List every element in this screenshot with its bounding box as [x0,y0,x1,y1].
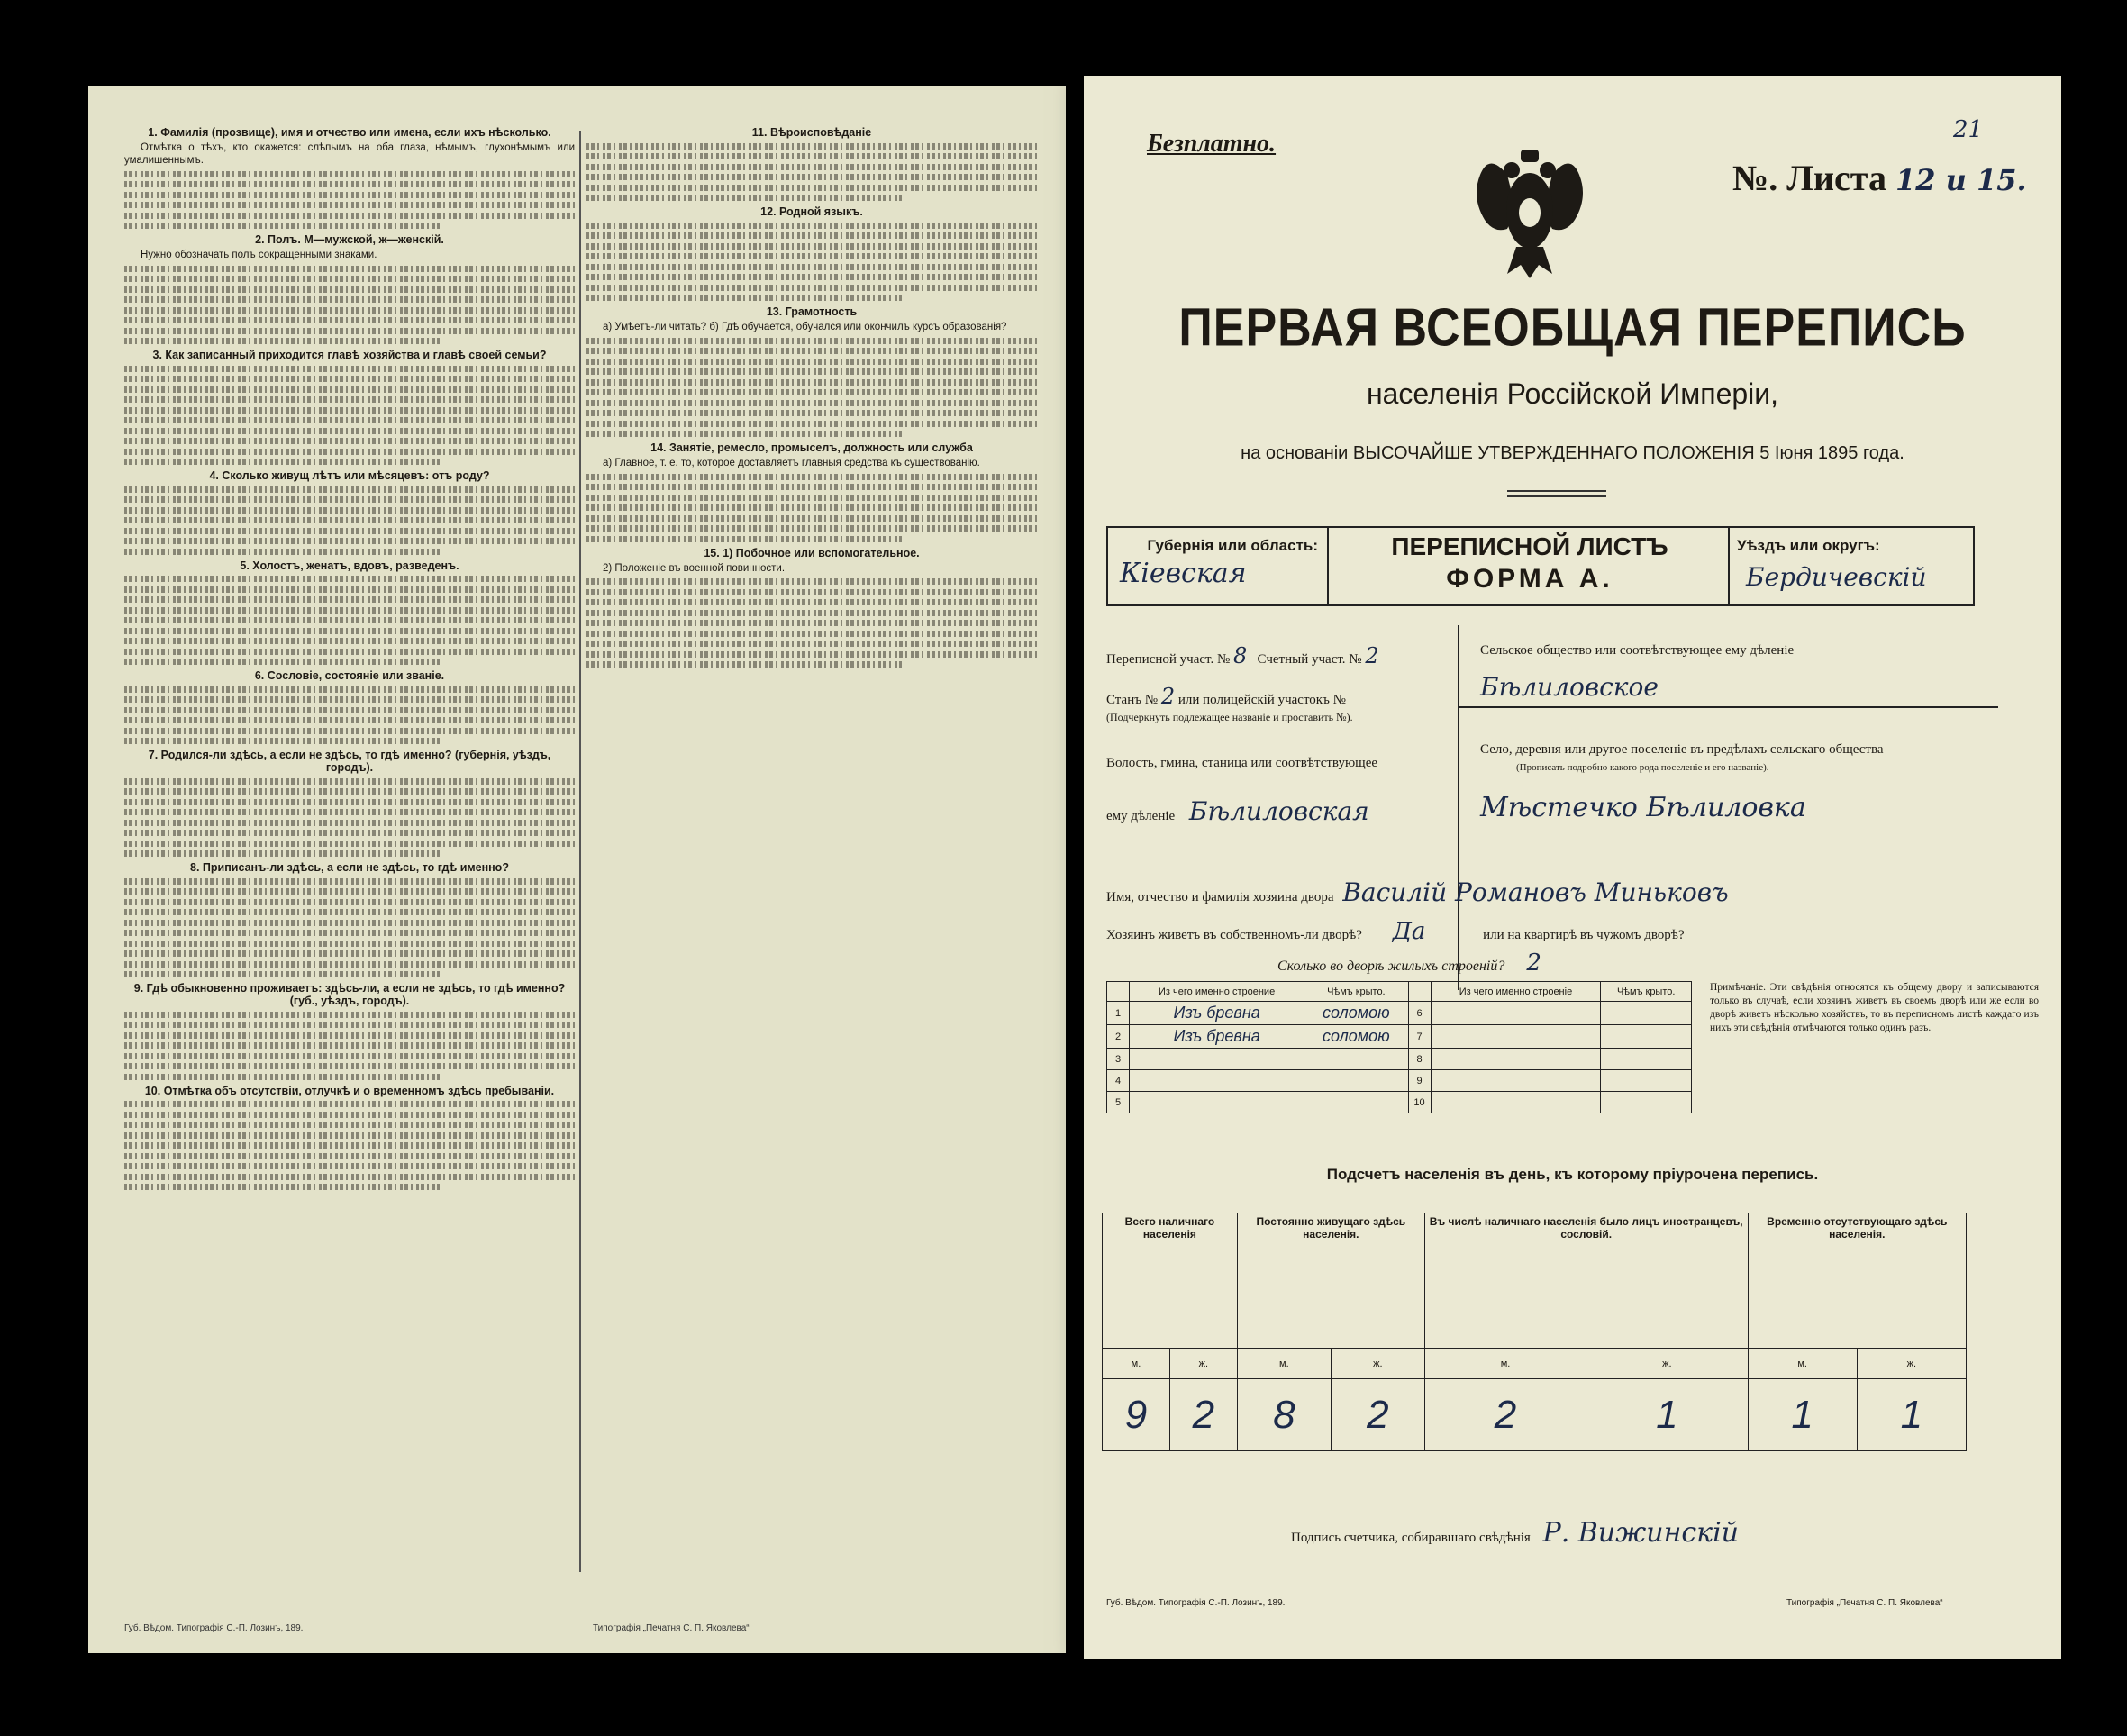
small-print-line [124,659,440,665]
small-print-line [124,586,575,593]
buildings-row [1107,1002,1692,1025]
small-print-line [586,285,1037,291]
small-print-line [124,417,575,423]
small-print-line [586,651,1037,658]
instruction-section [124,233,575,344]
small-print-line [124,538,575,544]
small-print-line [586,474,1037,480]
small-print-line [124,376,575,382]
building-roof [1304,1070,1408,1092]
small-print-line [586,515,1037,522]
small-print-line [586,578,1037,585]
building-roof [1304,1049,1408,1070]
row-number: 7 [1408,1025,1431,1049]
building-material [1130,1092,1304,1113]
small-print-line [124,738,440,744]
count-subheader: ж. [1331,1349,1424,1379]
small-print-line [586,195,902,201]
small-print-line [586,143,1037,150]
village-value: Мѣстечко Бѣлиловка [1480,792,1806,823]
small-print-line [124,809,575,815]
small-print-line [124,366,575,372]
counting-section-value: 2 [1365,643,1379,668]
small-print-line [586,379,1037,386]
small-print-line [124,181,575,187]
building-roof: соломою [1304,1025,1408,1049]
small-print-line [124,628,575,634]
small-print-line [586,610,1037,616]
small-print-line [124,496,575,503]
instruction-section [124,749,575,857]
small-print-line [586,641,1037,647]
small-print-line [124,596,575,603]
small-print-line [586,620,1037,626]
instruction-heading: 5. Холостъ, женатъ, вдовъ, разведенъ. [240,559,459,572]
small-print-line [124,428,575,434]
volost-label-2: ему дѣленіе [1106,809,1176,823]
instruction-heading: 12. Родной языкъ. [760,205,863,218]
building-roof [1601,1092,1692,1113]
instruction-text: а) Умѣетъ-ли читать? б) Гдѣ обучается, обучался или окончилъ курсъ образованія? [603,322,1007,332]
small-print-line [124,276,575,282]
signature-label: Подпись счетчика, собиравшаго свѣдѣнія [1291,1531,1531,1545]
buildings-table [1106,981,1692,1113]
instruction-section [124,1085,575,1191]
instruction-heading: 4. Сколько живущ лѣтъ или мѣсяцевъ: отъ роду? [209,469,490,482]
small-print-line [586,164,1037,170]
instruction-section [124,469,575,555]
small-print-line [586,536,902,542]
printer-imprint-right: Типографія „Печатня С. П. Яковлева“ [593,1623,750,1633]
small-print-line [124,1142,575,1149]
small-print-line [124,286,575,293]
small-print-line [586,253,1037,259]
count-subheader: м. [1748,1349,1857,1379]
row-number: 2 [1107,1025,1130,1049]
building-roof [1601,1002,1692,1025]
small-print-line [124,1053,575,1059]
small-print-line [124,307,575,314]
building-material [1431,1070,1601,1092]
building-material [1431,1025,1601,1049]
small-print-line [124,1153,575,1159]
small-print-line [124,841,575,847]
small-print-line [586,599,1037,605]
small-print-line [124,549,440,555]
instruction-heading: 2. Полъ. М—мужской, ж—женскій. [255,233,444,246]
form-subtitle: населенія Россійской Имперіи, [1366,377,1779,410]
small-print-line [124,1101,575,1107]
count-header: Всего наличнаго населенія [1103,1213,1238,1349]
small-print-line [586,421,1037,427]
instruction-section [124,349,575,465]
sheet-type-line2: ФОРМА А. [1446,564,1613,594]
small-print-line [124,171,575,177]
small-print-line [124,1163,575,1169]
owner-label: Имя, отчество и фамилія хозяина двора [1106,890,1334,904]
instruction-section [124,559,575,666]
population-count-table [1102,1213,1967,1451]
small-print-line [586,431,902,437]
count-value: 9 [1103,1379,1170,1451]
small-print-line [586,174,1037,180]
residence-label: Хозяинъ живетъ въ собственномъ-ли дворѣ? [1106,928,1362,942]
small-print-line [124,617,575,623]
small-print-line [586,484,1037,490]
building-material: Изъ бревна [1130,1025,1304,1049]
instruction-heading: 11. Вѣроисповѣданіе [751,126,872,139]
small-print-line [124,788,575,795]
count-subheader: м. [1424,1349,1586,1379]
small-print-line [586,359,1037,365]
count-value: 8 [1237,1379,1331,1451]
small-print-line [124,1074,440,1080]
small-print-line [124,338,440,344]
building-material [1431,1092,1601,1113]
police-section-label: или полицейскій участокъ № [1177,693,1346,707]
small-print-line [586,661,902,668]
row-number: 8 [1408,1049,1431,1070]
owner-value: Василій Романовъ Миньковъ [1342,877,1729,907]
count-subheader: м. [1237,1349,1331,1379]
small-print-line [586,504,1037,511]
society-value: Бѣлиловское [1480,672,1659,702]
instructions-page [88,86,1066,1653]
instructions-column-1 [124,126,575,1577]
residence-label-2: или на квартирѣ въ чужомъ дворѣ? [1483,928,1685,942]
instruction-heading: 14. Занятіе, ремесло, промыселъ, должность или служба [650,441,973,454]
small-print-line [586,223,1037,229]
small-print-line [124,1063,575,1069]
small-print-line [586,185,1037,191]
count-value: 2 [1331,1379,1424,1451]
instruction-heading: 13. Грамотность [766,305,858,318]
building-roof [1601,1049,1692,1070]
sheet-type-line1: ПЕРЕПИСНОЙ ЛИСТЪ [1391,532,1668,560]
small-print-line [124,328,575,334]
small-print-line [124,213,575,219]
village-label: Село, деревня или другое поселеніе въ предѣлахъ сельскаго общества [1480,742,1884,757]
instruction-text: Отмѣтка о тѣхъ, кто окажется: слѣпымъ на оба глаза, нѣмымъ, глухонѣмымъ или умалишеннымъ. [124,142,575,166]
small-print-line [124,1132,575,1139]
building-roof [1601,1025,1692,1049]
society-label: Сельское общество или соотвѣтствующее ему дѣленіе [1480,643,1795,658]
sheet-number-value: 12 и 15. [1895,163,2027,197]
instruction-section [586,126,1037,201]
province-label: Губернія или область: [1147,537,1318,554]
small-print-line [124,1112,575,1118]
district-value: Бердичевскій [1746,562,1927,592]
census-section-value: 8 [1233,643,1248,668]
row-number: 5 [1107,1092,1130,1113]
small-print-line [586,338,1037,344]
printer-imprint-form-right: Типографія „Печатня С. П. Яковлева“ [1786,1598,1943,1608]
small-print-line [124,449,575,455]
instruction-heading: 8. Приписанъ-ли здѣсь, а если не здѣсь, то гдѣ именно? [190,861,509,874]
small-print-line [124,459,440,465]
small-print-line [586,400,1037,406]
small-print-line [124,517,575,523]
stan-label: Станъ № [1106,693,1159,707]
instruction-heading: 1. Фамилія (прозвище), имя и отчество или имена, если ихъ нѣсколько. [148,126,551,139]
count-value: 1 [1586,1379,1748,1451]
volost-label: Волость, гмина, станица или соотвѣтствующее [1106,756,1378,770]
instruction-text: а) Главное, т. е. то, которое доставляетъ главныя средства къ существованію. [603,458,980,468]
village-note: (Прописать подробно какого рода поселеніе и его названіе). [1516,762,1769,773]
small-print-line [124,899,575,905]
count-subheader: ж. [1857,1349,1966,1379]
small-print-line [124,878,575,885]
instruction-section [586,441,1037,542]
building-roof [1601,1070,1692,1092]
small-print-line [124,202,575,208]
form-title: ПЕРВАЯ ВСЕОБЩАЯ ПЕРЕПИСЬ [1178,297,1967,359]
census-section-label: Переписной участ. № [1106,652,1231,667]
small-print-line [124,1022,575,1028]
small-print-line [124,638,575,644]
small-print-line [124,778,575,785]
small-print-line [124,1184,440,1190]
small-print-line [124,850,440,857]
buildings-header: Чѣмъ крыто. [1304,982,1408,1002]
small-print-line [124,1122,575,1128]
building-material [1431,1002,1601,1025]
small-print-line [586,274,1037,280]
small-print-line [124,1012,575,1018]
small-print-line [124,696,575,703]
small-print-line [124,576,575,582]
buildings-label: Сколько во дворѣ жилыхъ строеній? [1277,959,1505,974]
instruction-heading: 3. Как записанный приходится главѣ хозяйства и главѣ своей семьи? [152,349,547,361]
small-print-line [124,607,575,614]
instruction-section [124,982,575,1080]
buildings-header-num [1107,982,1130,1002]
small-print-line [586,348,1037,354]
small-print-line [586,525,1037,532]
divider-ornament [1507,490,1606,497]
instruction-heading: 15. 1) Побочное или вспомогательное. [704,546,920,559]
instruction-text: Нужно обозначать полъ сокращенными знаками. [141,250,377,260]
imperial-eagle-emblem [1471,148,1588,283]
count-header: Въ числѣ наличнаго населенія было лицъ иностранцевъ, сословій. [1424,1213,1748,1349]
small-print-line [124,1032,575,1039]
instruction-section [586,205,1037,301]
small-print-line [124,192,575,198]
small-print-line [124,686,575,693]
column-divider [579,131,581,1572]
count-value: 1 [1857,1379,1966,1451]
count-header: Временно отсутствующаго здѣсь населенія. [1748,1213,1966,1349]
small-print-line [124,1174,575,1180]
signature-value: Р. Вижинскій [1542,1517,1739,1549]
small-print-line [124,950,575,957]
small-print-line [124,528,575,534]
small-print-line [586,243,1037,250]
instruction-heading: 10. Отмѣтка объ отсутствіи, отлучкѣ и о временномъ здѣсь пребываніи. [144,1084,555,1097]
instruction-section [124,126,575,229]
small-print-line [586,495,1037,501]
building-material: Изъ бревна [1130,1002,1304,1025]
building-material [1431,1049,1601,1070]
sheet-number-label: №. Листа [1732,158,1886,198]
small-print-line [124,386,575,393]
instruction-section [124,861,575,977]
count-value: 1 [1748,1379,1857,1451]
stan-value: 2 [1160,684,1176,709]
small-print-line [124,486,575,493]
row-number: 6 [1408,1002,1431,1025]
form-basis: на основаніи ВЫСОЧАЙШЕ УТВЕРЖДЕННАГО ПОЛОЖЕНІЯ 5 Іюня 1895 года. [1241,443,1904,463]
small-print-line [124,909,575,915]
buildings-header: Из чего именно строеніе [1431,982,1601,1002]
volost-value: Бѣлиловская [1188,796,1369,826]
building-material [1130,1070,1304,1092]
small-print-line [124,649,575,655]
small-print-line [586,368,1037,375]
instruction-section [124,669,575,744]
small-print-line [124,1042,575,1049]
small-print-line [124,396,575,403]
small-print-line [124,317,575,323]
small-print-line [124,407,575,414]
small-print-line [124,507,575,514]
count-value: 2 [1424,1379,1586,1451]
small-print-line [124,799,575,805]
buildings-header: Из чего именно строение [1130,982,1304,1002]
buildings-value: 2 [1526,950,1541,977]
instruction-text: 2) Положеніе въ военной повинности. [603,562,786,574]
buildings-row [1107,1070,1692,1092]
residence-value: Да [1392,918,1426,945]
small-print-line [124,888,575,895]
instruction-section [586,547,1037,668]
small-print-line [124,961,575,968]
note-text: Примѣчаніе. Эти свѣдѣнія относятся къ общему двору и записываются только въ случаѣ, если хозяинъ живетъ въ своемъ дворѣ или же если во дворѣ живетъ нѣсколько хозяйствъ, то въ переписномъ листѣ каждаго изъ нихъ эти свѣдѣнія отмѣчаются только одинъ разъ. [1710,982,2039,1033]
small-print-line [586,589,1037,595]
small-print-line [586,631,1037,637]
building-roof: соломою [1304,1002,1408,1025]
small-print-line [586,389,1037,395]
small-print-line [124,717,575,723]
province-value: Кіевская [1120,558,1247,589]
small-print-line [124,971,440,977]
buildings-row [1107,1025,1692,1049]
police-note: (Подчеркнуть подлежащее названіе и проставить №). [1106,711,1353,723]
small-print-line [586,232,1037,239]
count-value: 2 [1169,1379,1237,1451]
building-material [1130,1049,1304,1070]
count-header: Постоянно живущаго здѣсь населенія. [1237,1213,1424,1349]
small-print-line [124,296,575,303]
small-print-line [586,410,1037,416]
district-label: Уѣздъ или округъ: [1737,537,1880,554]
small-print-line [124,707,575,713]
instructions-column-2 [586,126,1037,1577]
counting-section-label: Счетный участ. № [1257,652,1362,667]
count-subheader: м. [1103,1349,1170,1379]
row-number: 1 [1107,1002,1130,1025]
corner-note: 21 [1953,116,1984,143]
printer-imprint-form-left: Губ. Вѣдом. Типографія С.-П. Лозинъ, 189. [1106,1598,1286,1608]
buildings-header-num [1408,982,1431,1002]
row-number: 9 [1408,1070,1431,1092]
small-print-line [586,153,1037,159]
instruction-heading: 7. Родился-ли здѣсь, а если не здѣсь, то гдѣ именно? (губернія, уѣздъ, городъ). [148,749,551,774]
count-title: Подсчетъ населенія въ день, къ которому пріурочена перепись. [1326,1166,1819,1183]
instruction-heading: 6. Сословіе, состояніе или званіе. [254,669,445,682]
row-number: 4 [1107,1070,1130,1092]
count-subheader: ж. [1169,1349,1237,1379]
small-print-line [124,830,575,836]
small-print-line [124,223,440,229]
free-label: Безплатно. [1147,130,1277,158]
instruction-section [586,305,1037,437]
printer-imprint-left: Губ. Вѣдом. Типографія С.-П. Лозинъ, 189. [124,1623,304,1633]
small-print-line [124,920,575,926]
row-number: 3 [1107,1049,1130,1070]
small-print-line [124,728,575,734]
small-print-line [124,941,575,947]
small-print-line [586,295,902,301]
small-print-line [586,264,1037,270]
small-print-line [124,438,575,444]
buildings-header: Чѣмъ крыто. [1601,982,1692,1002]
census-form-page [1084,76,2061,1659]
count-subheader: ж. [1586,1349,1748,1379]
small-print-line [124,820,575,826]
building-roof [1304,1092,1408,1113]
small-print-line [124,266,575,272]
buildings-row [1107,1092,1692,1113]
buildings-row [1107,1049,1692,1070]
instruction-heading: 9. Гдѣ обыкновенно проживаетъ: здѣсь-ли, а если не здѣсь, то гдѣ именно? (губ., уѣздъ, городъ). [133,982,566,1007]
small-print-line [124,930,575,936]
row-number: 10 [1408,1092,1431,1113]
